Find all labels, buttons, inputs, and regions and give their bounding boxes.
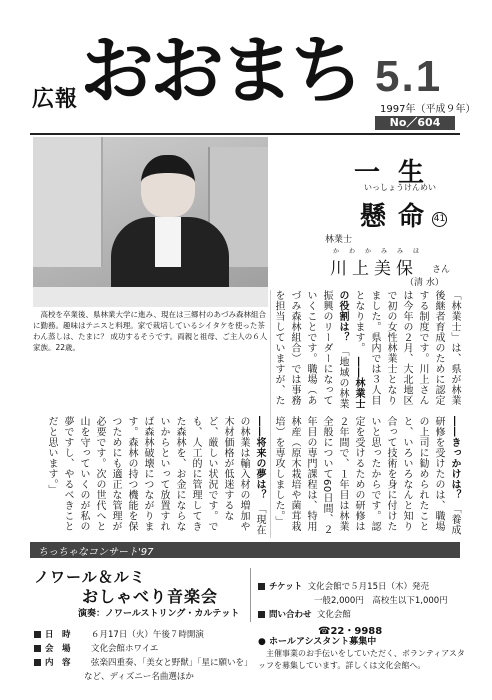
article-column-c <box>33 416 267 538</box>
article-heading: ――林業士の役割は？ <box>337 290 364 410</box>
ticket-price: 一般2,000円 高校生以下1,000円 <box>314 596 448 606</box>
concert-venue-value: 文化会館ホワイエ <box>91 644 159 654</box>
ticket-price-row <box>314 594 448 606</box>
profile-photo <box>33 137 268 307</box>
bullet-square-icon <box>34 659 41 666</box>
concert-venue-label: 会 場 <box>45 644 71 654</box>
profile-note: （清 水） <box>405 278 444 288</box>
article-text: 「林業士」は、県が林業後継者育成のために認定する制度です。川上さんは今年の２月、大北地区で初の女性林業士となりました。県内では３人目となります。 <box>353 290 460 406</box>
concert-date-value: ６月17日（火）午後７時開演 <box>91 630 204 640</box>
contact-row <box>258 608 351 620</box>
series-char-ichi: 一 <box>354 158 381 188</box>
profile-job: 林業士 <box>325 235 353 245</box>
concert-venue-row <box>34 642 158 654</box>
concert-tag: ちっちゃなコンサート'97 <box>38 547 154 558</box>
concert-content-row-2 <box>84 670 194 682</box>
article-heading: ――将来の夢は？ <box>254 416 265 500</box>
issue-date: 5.1 <box>375 52 443 101</box>
bullet-square-icon <box>34 645 41 652</box>
contact-label: 問い合わせ <box>269 610 312 620</box>
masthead-title: おおまち <box>80 28 360 114</box>
issue-year: 1997年（平成９年） <box>380 104 476 115</box>
ticket-value: 文化会館で５月15日（木）発売 <box>307 582 429 592</box>
contact-value: 文化会館 <box>316 610 351 620</box>
article-text: 「現在の林業は輸入材の増加や木材価格が低迷するなど、厳しい状況です。でも、人工的に管理してきた森林を、お金にならないからといって放置すれば森林破壊につながります。森林の持つ機能を保つためにも適正な管理が必要です。次の世代へと山を守っていくのが私の夢ですし、やるべきことだと思います。」 <box>46 416 265 536</box>
recruit-title <box>258 634 376 647</box>
ticket-label: チケット <box>269 582 303 592</box>
photo-cabinet-left <box>33 137 103 267</box>
series-char-ken: 懸 <box>360 202 387 232</box>
article-text: 「地域の林業振興のリーダーになっていくことです。職場（あづみ森林組合）では事務を担当していますが、た <box>273 290 348 410</box>
article-column-b <box>272 416 462 538</box>
article-heading: ――きっかけは？ <box>449 416 460 500</box>
bullet-square-icon <box>258 611 265 618</box>
column-divider <box>270 290 271 538</box>
circle-bullet-icon: ● <box>258 637 266 647</box>
article-column-a <box>272 290 462 412</box>
bullet-square-icon <box>258 583 265 590</box>
series-char-mei: 命 <box>398 202 425 232</box>
photo-desk <box>33 287 268 307</box>
concert-date-row <box>34 628 204 640</box>
photo-person-head <box>141 155 195 217</box>
concert-content-value: 弦楽四重奏、「美女と野獣」「星に願いを」 <box>91 658 253 668</box>
concert-title: ノワール＆ルミ <box>34 568 146 586</box>
series-ruby: いっしょうけんめい <box>364 183 436 192</box>
concert-date-label: 日 時 <box>45 630 71 640</box>
masthead-rule <box>30 133 460 135</box>
series-number: 41 <box>432 212 447 227</box>
photo-person-collar <box>155 217 181 267</box>
article-text: 「養成研修を受けたのは、職場の上司に勧められたことと、いろいろなんと知り合って技術を身に付けたいと思ったからです。認定を受けるための研修は２年間で、１年目は林業全般について60日間、２年目の専門課程は、特用林産（原木栽培や菌茸栽培）を専攻しました。」 <box>273 416 460 536</box>
issue-number-badge: No／604 <box>375 116 455 130</box>
bullet-square-icon <box>34 631 41 638</box>
recruit-body: 主催事業のお手伝いをしていただく、ボランティアスタッフを募集しています。詳しくは文化会館へ。 <box>258 649 465 671</box>
profile-name: 川上美保 <box>330 259 418 279</box>
concert-divider <box>250 568 251 622</box>
contact-phone: ☎22・9988 <box>318 626 383 637</box>
photo-caption: 高校を卒業後、県林業大学に進み、現在は三郷村のあづみ森林組合に勤務。趣味はテニスと料理。家で栽培しているシイタケを使った茶わん蒸しは、たまに？ 成功するそうです。両親と祖母、ご主人の６人家族。22歳。 <box>33 310 268 352</box>
series-char-sho: 生 <box>398 158 425 188</box>
concert-performers: 演奏：ノワールストリング・カルテット <box>78 609 240 619</box>
ticket-row <box>258 580 429 592</box>
masthead-label: 広報 <box>32 87 79 112</box>
concert-subtitle: おしゃべり音楽会 <box>82 587 219 606</box>
concert-content-row <box>34 656 253 668</box>
concert-content-value-2: など、ディズニー名曲選ほか <box>84 672 194 682</box>
profile-honorific: さん <box>432 265 451 275</box>
profile-name-ruby: かわかみみほ <box>333 248 430 255</box>
recruit-heading: ホールアシスタント募集中 <box>269 637 377 647</box>
concert-content-label: 内 容 <box>45 658 71 668</box>
